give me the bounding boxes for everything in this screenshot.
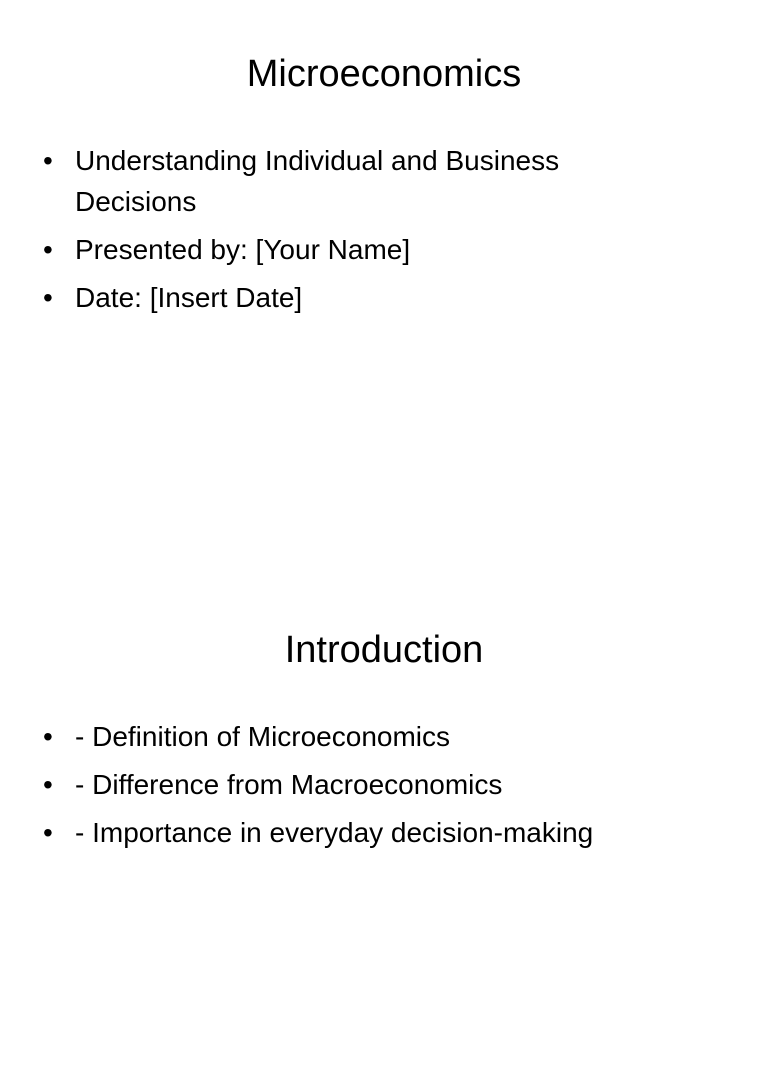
bullet-icon: •: [43, 145, 53, 176]
bullet-text: - Definition of Microeconomics: [75, 721, 451, 752]
bullet-text: - Importance in everyday decision-making: [75, 817, 594, 848]
bullet-text: Date: [Insert Date]: [75, 282, 303, 313]
bullet-icon: •: [43, 769, 53, 800]
bullet-item: [40, 229, 660, 270]
slide-title-microeconomics: [0, 0, 768, 512]
bullet-text: Understanding Individual and Business Decisions: [75, 145, 560, 217]
bullet-text: - Difference from Macroeconomics: [75, 769, 503, 800]
bullet-item: [40, 716, 660, 757]
bullet-item: [40, 812, 660, 853]
slide-title: Introduction: [284, 629, 484, 671]
slide-title: Microeconomics: [246, 53, 522, 95]
bullet-icon: •: [43, 282, 53, 313]
bullet-icon: •: [43, 817, 53, 848]
bullet-icon: •: [43, 234, 53, 265]
bullet-text: Presented by: [Your Name]: [75, 234, 411, 265]
bullet-item: [40, 764, 660, 805]
bullet-item: [40, 140, 660, 222]
bullet-list: [40, 716, 660, 860]
slide-introduction: [0, 576, 768, 1088]
bullet-icon: •: [43, 721, 53, 752]
bullet-list: [40, 140, 660, 325]
bullet-item: [40, 277, 660, 318]
